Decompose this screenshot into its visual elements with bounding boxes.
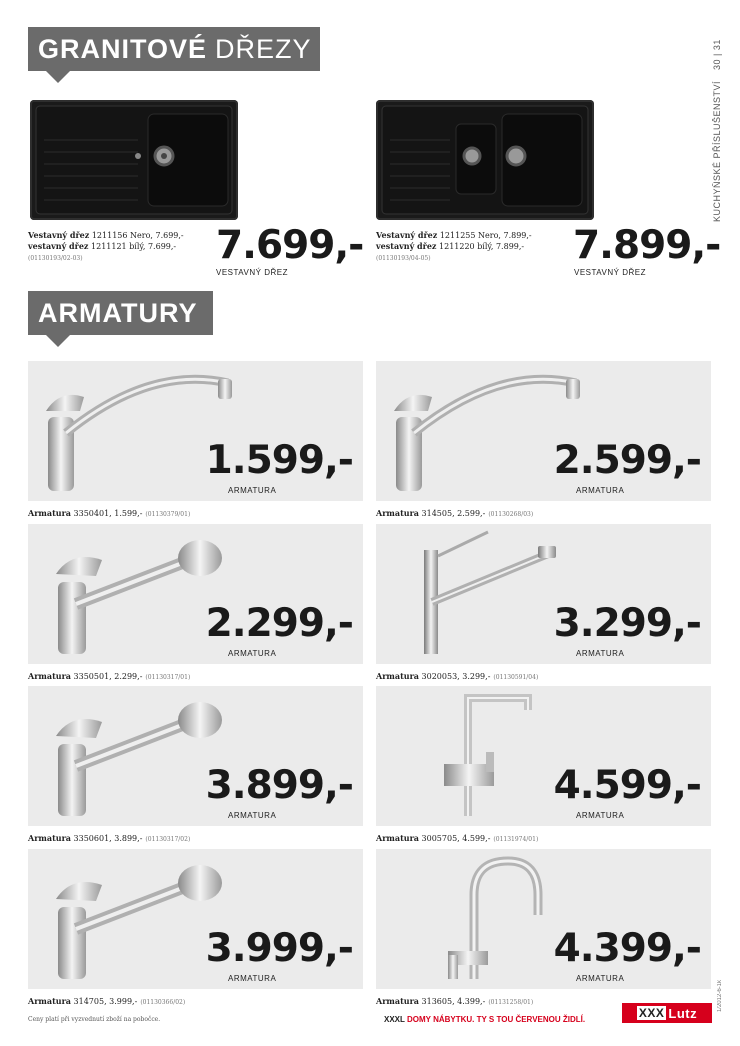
faucet-product-line: [376, 833, 538, 843]
sink-line-text: 1211121 bílý, 7.699,-: [91, 242, 177, 251]
faucet-price-label: ARMATURA: [576, 811, 625, 820]
faucet-product-text: 3005705, 4.599,-: [421, 834, 491, 843]
section-header-sinks: [28, 27, 320, 71]
faucet-product-code: (01130268/03): [488, 511, 534, 518]
sink-line-label: vestavný dřez: [376, 241, 437, 251]
faucet-product-line: [376, 508, 533, 518]
faucet-product-code: (01131258/01): [488, 999, 534, 1006]
logo-xxx: XXX: [638, 1006, 665, 1020]
section-header-thin: DŘEZY: [215, 33, 312, 64]
sink-code: (01130193/04-05): [376, 255, 431, 262]
faucet-price: 2.599,-: [553, 438, 701, 483]
faucet-price: 2.299,-: [205, 601, 353, 646]
faucet-price: 3.999,-: [205, 926, 353, 971]
faucet-price: 3.899,-: [205, 763, 353, 808]
faucet-tile: [376, 361, 711, 501]
faucet-product-name: Armatura: [376, 671, 419, 681]
faucet-price-label: ARMATURA: [228, 649, 277, 658]
footer-note: Ceny platí při vyzvednutí zboží na pobočce.: [28, 1016, 161, 1023]
faucet-product-name: Armatura: [376, 508, 419, 518]
faucet-product-code: (01131974/01): [493, 836, 539, 843]
sink-line-text: 1211255 Nero, 7.899,-: [439, 231, 532, 240]
sink-line-label: Vestavný dřez: [28, 230, 90, 240]
footer-slogan: [384, 1015, 585, 1024]
faucet-product-code: (01130379/01): [145, 511, 191, 518]
section-header-text: ARMATURY: [38, 297, 198, 328]
faucet-price-label: ARMATURA: [228, 811, 277, 820]
faucet-product-code: (01130591/04): [493, 674, 539, 681]
faucet-tile: [376, 686, 711, 826]
side-category-label: [712, 32, 734, 222]
faucet-price: 3.299,-: [553, 601, 701, 646]
faucet-tile: [28, 361, 363, 501]
slogan-brand: XXXL: [384, 1015, 405, 1024]
sink-info-2: [376, 230, 566, 264]
faucet-product-line: [28, 671, 190, 681]
section-header-faucets: [28, 291, 213, 335]
section-header-bold: GRANITOVÉ: [38, 33, 208, 64]
logo-name: Lutz: [668, 1005, 698, 1021]
faucet-product-line: [376, 671, 538, 681]
faucet-tile: [28, 686, 363, 826]
faucet-product-text: 3020053, 3.299,-: [421, 672, 491, 681]
sink-info-1: [28, 230, 218, 264]
faucet-product-name: Armatura: [376, 996, 419, 1006]
faucet-price-label: ARMATURA: [228, 486, 277, 495]
faucet-tile: [28, 524, 363, 664]
faucet-product-text: 313605, 4.399,-: [421, 997, 486, 1006]
sink-line-label: Vestavný dřez: [376, 230, 438, 240]
faucet-tile: [376, 849, 711, 989]
sink-line-label: vestavný dřez: [28, 241, 89, 251]
sink-line-text: 1211220 bílý, 7.899,-: [439, 242, 525, 251]
faucet-price: 4.599,-: [553, 763, 701, 808]
faucet-product-line: [28, 996, 185, 1006]
faucet-product-name: Armatura: [28, 508, 71, 518]
sink-image-double-bowl: [376, 100, 594, 220]
sink-code: (01130193/02-03): [28, 255, 83, 262]
sink-price-label-2: VESTAVNÝ DŘEZ: [574, 268, 646, 277]
faucet-product-text: 3350401, 1.599,-: [73, 509, 143, 518]
faucet-tile: [28, 849, 363, 989]
side-category-text: KUCHYŇSKÉ PŘÍSLUŠENSTVÍ: [712, 80, 722, 222]
faucet-product-text: 3350601, 3.899,-: [73, 834, 143, 843]
sink-price-1: 7.699,-: [216, 223, 364, 268]
header-notch: [46, 71, 70, 83]
xxxlutz-logo: [622, 1003, 712, 1023]
faucet-product-line: [28, 833, 190, 843]
faucet-product-text: 3350501, 2.299,-: [73, 672, 143, 681]
side-print-code: 1/2012-6-1k: [717, 980, 723, 1013]
faucet-product-line: [28, 508, 190, 518]
faucet-price-label: ARMATURA: [576, 649, 625, 658]
faucet-product-code: (01130317/01): [145, 674, 191, 681]
faucet-product-name: Armatura: [376, 833, 419, 843]
faucet-price-label: ARMATURA: [228, 974, 277, 983]
faucet-product-line: [376, 996, 533, 1006]
faucet-product-text: 314705, 3.999,-: [73, 997, 138, 1006]
sink-price-2: 7.899,-: [573, 223, 721, 268]
sink-line-text: 1211156 Nero, 7.699,-: [91, 231, 184, 240]
header-notch: [46, 335, 70, 347]
faucet-product-code: (01130317/02): [145, 836, 191, 843]
sink-image-single-bowl: [30, 100, 238, 220]
faucet-product-name: Armatura: [28, 833, 71, 843]
page-numbers: 30 | 31: [712, 39, 722, 70]
faucet-tile: [376, 524, 711, 664]
faucet-price-label: ARMATURA: [576, 974, 625, 983]
faucet-product-name: Armatura: [28, 996, 71, 1006]
faucet-product-code: (01130366/02): [140, 999, 186, 1006]
faucet-product-text: 314505, 2.599,-: [421, 509, 486, 518]
faucet-price: 1.599,-: [205, 438, 353, 483]
faucet-price: 4.399,-: [553, 926, 701, 971]
faucet-price-label: ARMATURA: [576, 486, 625, 495]
faucet-product-name: Armatura: [28, 671, 71, 681]
slogan-text: DOMY NÁBYTKU. TY S TOU ČERVENOU ŽIDLÍ.: [406, 1015, 586, 1024]
sink-price-label-1: VESTAVNÝ DŘEZ: [216, 268, 288, 277]
